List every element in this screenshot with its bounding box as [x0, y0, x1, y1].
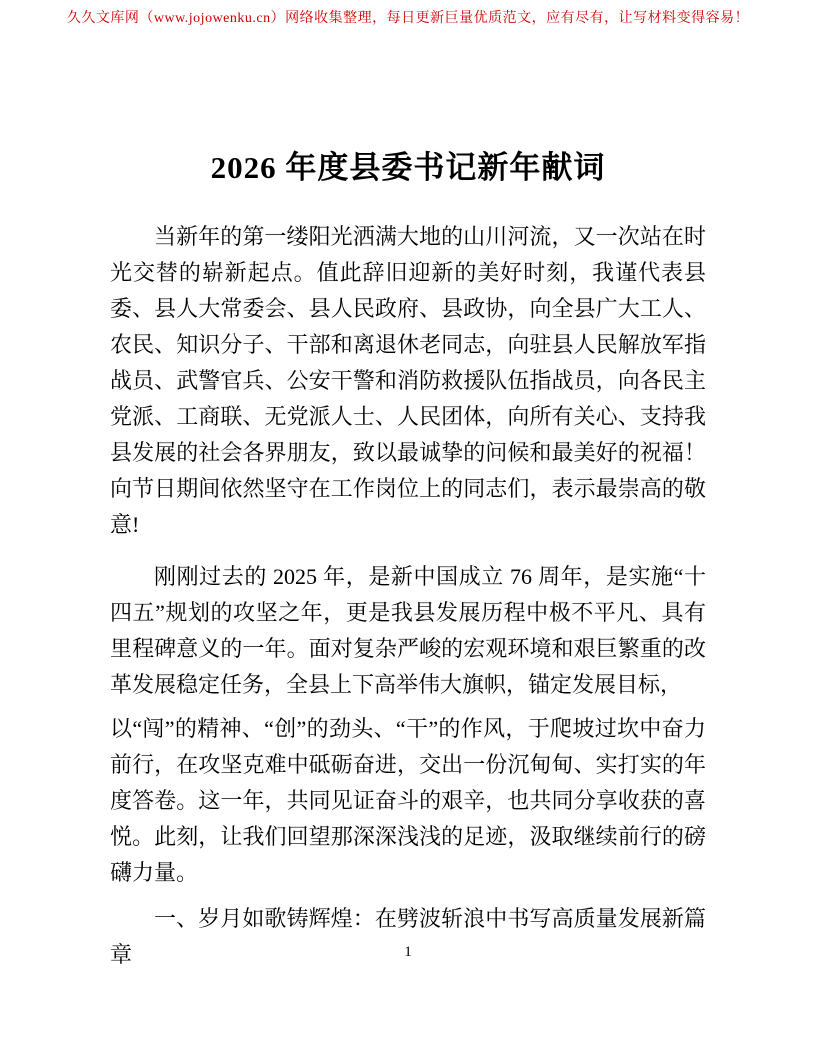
- page-number: 1: [404, 944, 412, 960]
- paragraph-year-review-continued: 以“闯”的精神、“创”的劲头、“干”的作风，于爬坡过坎中奋力前行，在攻坚克难中砥砺奋进，交出一份沉甸甸、实打实的年度答卷。这一年，共同见证奋斗的艰辛，也共同分享收获的喜悦。此刻，让我们回望那深深浅浅的足迹，汲取继续前行的磅礴力量。: [110, 716, 706, 885]
- document-title: 2026 年度县委书记新年献词: [210, 150, 606, 185]
- section-heading-one: 一、岁月如歌铸辉煌：在劈波斩浪中书写高质量发展新篇章: [110, 906, 706, 967]
- paragraph-year-review-intro: 刚刚过去的 2025 年，是新中国成立 76 周年，是实施“十四五”规划的攻坚之年，更是我县发展历程中极不平凡、具有里程碑意义的一年。面对复杂严峻的宏观环境和艰巨繁重的改革发展稳定任务，全县上下高举伟大旗帜，锚定发展目标，: [110, 564, 706, 697]
- site-watermark-header: 久久文库网（www.jojowenku.cn）网络收集整理，每日更新巨量优质范文，应有尽有，让写材料变得容易！: [66, 11, 750, 26]
- document-body: [110, 219, 706, 973]
- paragraph-new-year-greeting: 当新年的第一缕阳光洒满大地的山川河流，又一次站在时光交替的崭新起点。值此辞旧迎新的美好时刻，我谨代表县委、县人大常委会、县人民政府、县政协，向全县广大工人、农民、知识分子、干部和离退休老同志，向驻县人民解放军指战员、武警官兵、公安干警和消防救援队伍指战员，向各民主党派、工商联、无党派人士、人民团体，向所有关心、支持我县发展的社会各界朋友，致以最诚挚的问候和最美好的祝福！向节日期间依然坚守在工作岗位上的同志们，表示最崇高的敬意!: [110, 224, 706, 537]
